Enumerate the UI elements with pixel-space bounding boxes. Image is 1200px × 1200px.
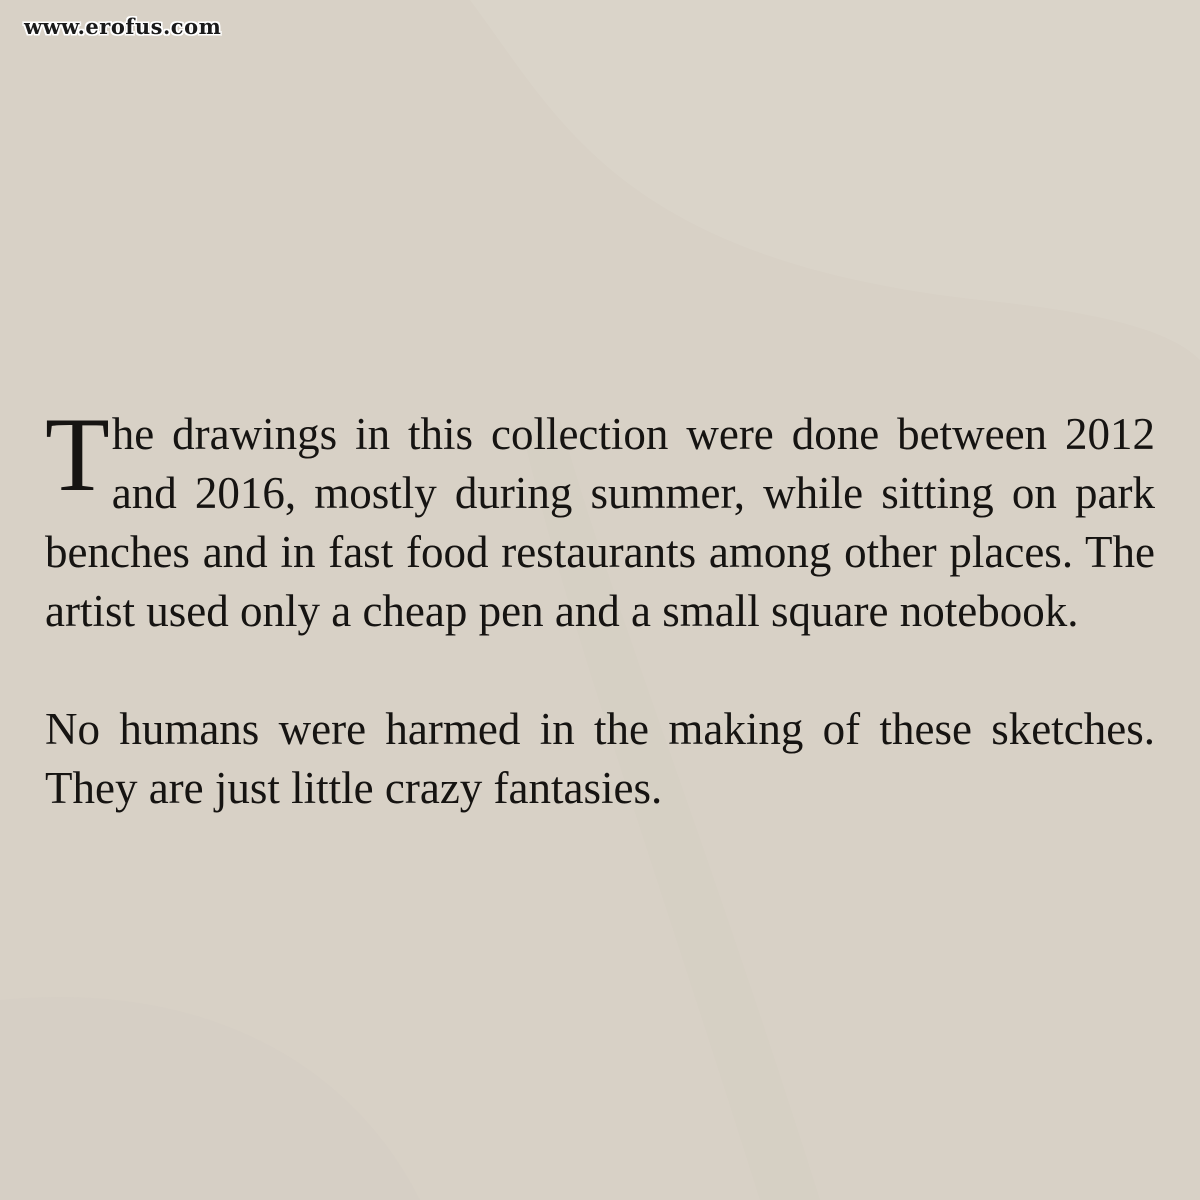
drop-cap: T <box>45 396 110 513</box>
disclaimer-paragraph: No humans were harmed in the making of these sketches. They are just little crazy fantasies. <box>45 704 1155 813</box>
text-body <box>45 396 1155 818</box>
intro-text: he drawings in this collection were done between 2012 and 2016, mostly during summer, while sitting on park benches and in fast food restaurants among other places. The artist used only a cheap pen and a small square notebook. <box>45 409 1155 636</box>
intro-paragraph <box>45 396 1155 641</box>
site-watermark: www.erofus.com <box>24 14 222 39</box>
